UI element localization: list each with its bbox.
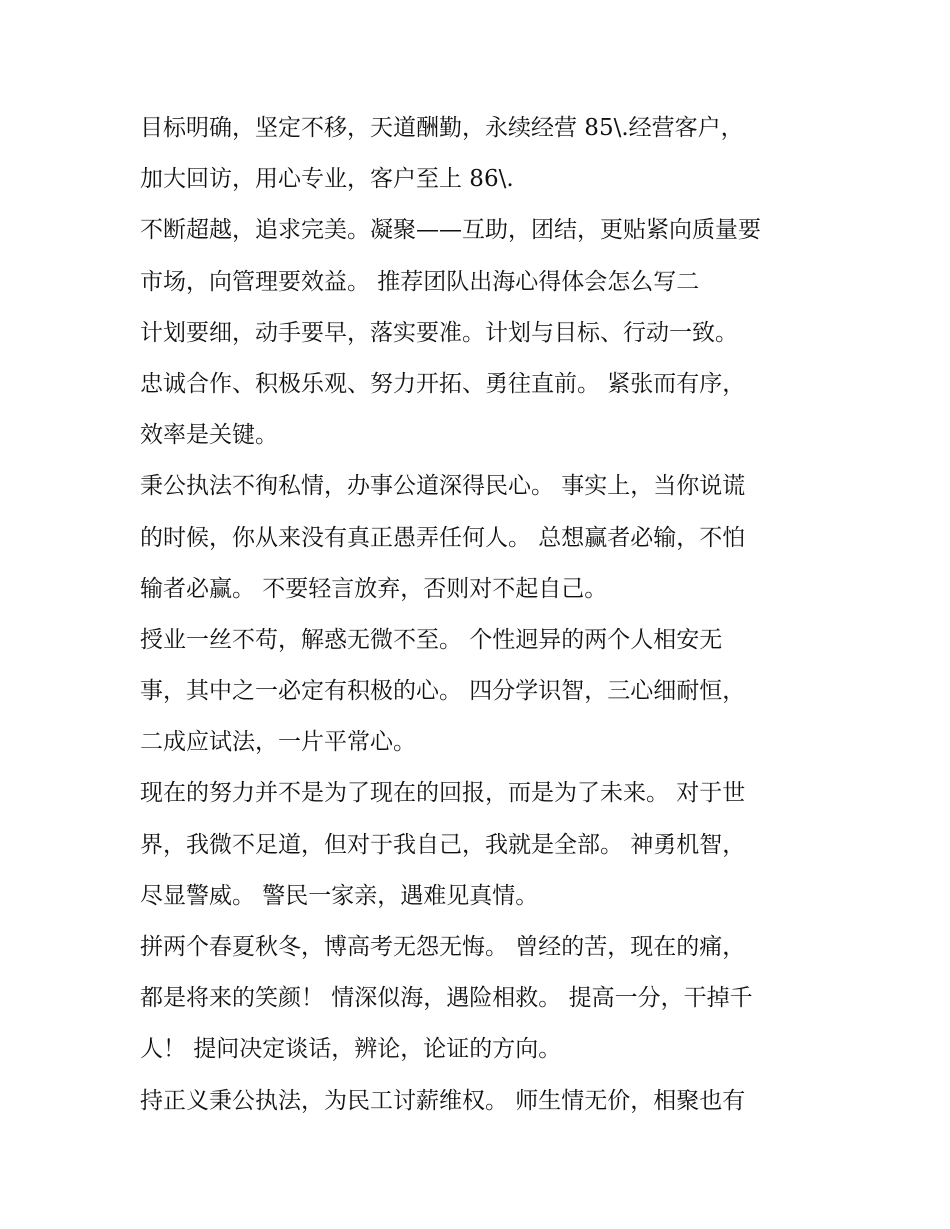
- text-line: 现在的努力并不是为了现在的回报，而是为了未来。 对于世: [140, 780, 746, 807]
- text-line: 拼两个春夏秋冬，博高考无怨无悔。 曾经的苦，现在的痛，: [140, 934, 746, 960]
- text-line: 事，其中之一必定有积极的心。 四分学识智，三心细耐恒，: [140, 678, 746, 705]
- text-line: 目标明确，坚定不移，天道酬勤，永续经营 85\.经营客户，: [140, 115, 744, 141]
- text-line: 界，我微不足道，但对于我自己，我就是全部。 神勇机智，: [140, 831, 746, 858]
- text-line: 效率是关键。: [140, 422, 278, 449]
- text-line: 计划要细，动手要早，落实要准。计划与目标、行动一致。: [140, 319, 738, 346]
- document-body: [140, 103, 830, 1127]
- text-line: 尽显警威。 警民一家亲，遇难见真情。: [140, 882, 539, 909]
- text-line: 加大回访，用心专业，客户至上 86\.: [140, 166, 514, 193]
- text-line: 市场，向管理要效益。 推荐团队出海心得体会怎么写二: [140, 268, 700, 295]
- text-line: 二成应试法，一片平常心。: [140, 729, 416, 756]
- text-line: 不断超越，追求完美。凝聚——互助，团结，更贴紧向质量要: [140, 217, 761, 244]
- text-line: 人！ 提问决定谈话，辨论，论证的方向。: [140, 1036, 562, 1063]
- text-line: 授业一丝不苟，解惑无微不至。 个性迥异的两个人相安无: [140, 626, 723, 653]
- text-line: 持正义秉公执法，为民工讨薪维权。 师生情无价，相聚也有: [140, 1087, 746, 1114]
- text-line: 的时候，你从来没有真正愚弄任何人。 总想赢者必输，不怕: [140, 524, 746, 551]
- text-line: 都是将来的笑颜！ 情深似海，遇险相救。 提高一分，干掉千: [140, 985, 753, 1012]
- text-line: 秉公执法不徇私情，办事公道深得民心。 事实上，当你说谎: [140, 473, 746, 500]
- text-line: 输者必赢。 不要轻言放弃，否则对不起自己。: [140, 575, 608, 602]
- text-line: 忠诚合作、积极乐观、努力开拓、勇往直前。 紧张而有序，: [140, 370, 746, 397]
